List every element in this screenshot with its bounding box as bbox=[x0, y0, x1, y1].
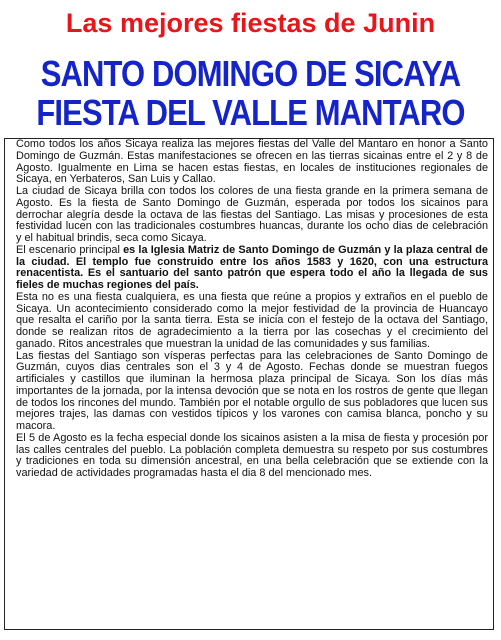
article-paragraph bbox=[16, 433, 488, 480]
article-paragraph bbox=[16, 139, 488, 186]
section-kicker: Las mejores fiestas de Junin bbox=[65, 8, 436, 38]
text-run: El escenario principal bbox=[16, 243, 124, 256]
text-run: Como todos los años Sicaya realiza las mejores fiestas del Valle del Mantaro en honor a Santo Domingo de Guzmán. Estas manifestaciones se ofrecen en las tierras sicainas entre el 2 y 8 de Agosto. Igualmente en Lima se hacen estas fiestas, en locales de instituciones regionales de Sicaya, en Yerbateros, San Luis y Callao. bbox=[16, 138, 488, 186]
text-run: La ciudad de Sicaya brilla con todos los colores de una fiesta grande en la primera semana de Agosto. Es la fiesta de Santo Domingo de Guzmán, esperada por todos los sicainos para derrochar alegría desde la octava de las fiestas del Santiago. Las misas y procesiones de esta festividad lucen con las tradicionales costumbres huancas, durante los ocho dias de celebración y el habitual brindis, seca como Sicaya. bbox=[16, 185, 488, 244]
headline-line-2: FIESTA DEL VALLE MANTARO bbox=[36, 92, 465, 133]
text-run: El 5 de Agosto es la fecha especial donde los sicainos asisten a la misa de fiesta y procesión por las calles centrales del pueblo. La población completa demuestra su respeto por sus costumbres y tradiciones en toda su dimensión ancestral, en una bella celebración que se extiende con la variedad de actividades programadas hasta el dia 8 del mencionado mes. bbox=[16, 431, 488, 479]
article-paragraph bbox=[16, 292, 488, 351]
bold-text-run: es la Iglesia Matriz de Santo Domingo de Guzmán y la plaza central de la ciudad. El templo fue construido entre los años 1583 y 1620, con una estructura renacentista. Es el santuario del santo patrón que espera todo el año la llegada de sus fieles de muchas regiones del país. bbox=[16, 243, 488, 291]
headline-line-1: SANTO DOMINGO DE SICAYA bbox=[40, 53, 461, 94]
article-paragraph bbox=[16, 245, 488, 292]
article-body bbox=[16, 139, 488, 480]
article-paragraph bbox=[16, 351, 488, 433]
article-paragraph bbox=[16, 186, 488, 245]
text-run: Esta no es una fiesta cualquiera, es una fiesta que reúne a propios y extraños en el pueblo de Sicaya. Un acontecimiento considerado como la mejor festividad de la provincia de Huancayo que resalta el cariño por la santa tierra. Esta se inicia con el festejo de la octava del Santiago, donde se realizan ritos de agradecimiento a la tierra por las cosechas y el crecimiento del ganado. Ritos ancestrales que muestran la unidad de las comunidades y sus familias. bbox=[16, 290, 488, 350]
text-run: Las fiestas del Santiago son vísperas perfectas para las celebraciones de Santo Domingo de Guzmán, cuyos dias centrales son el 3 y 4 de Agosto. Fechas donde se muestran fuegos artificiales y castillos que iluminan la hermosa plaza principal de Sicaya. Son los días más importantes de la jornada, por la intensa devoción que se nota en los rostros de gente que llegan de todos los rincones del mundo. También por el notable orgullo de sus pobladores que lucen sus mejores trajes, las damas con vestidos típicos y los varones con camisa blanca, poncho y su macora. bbox=[16, 349, 488, 432]
